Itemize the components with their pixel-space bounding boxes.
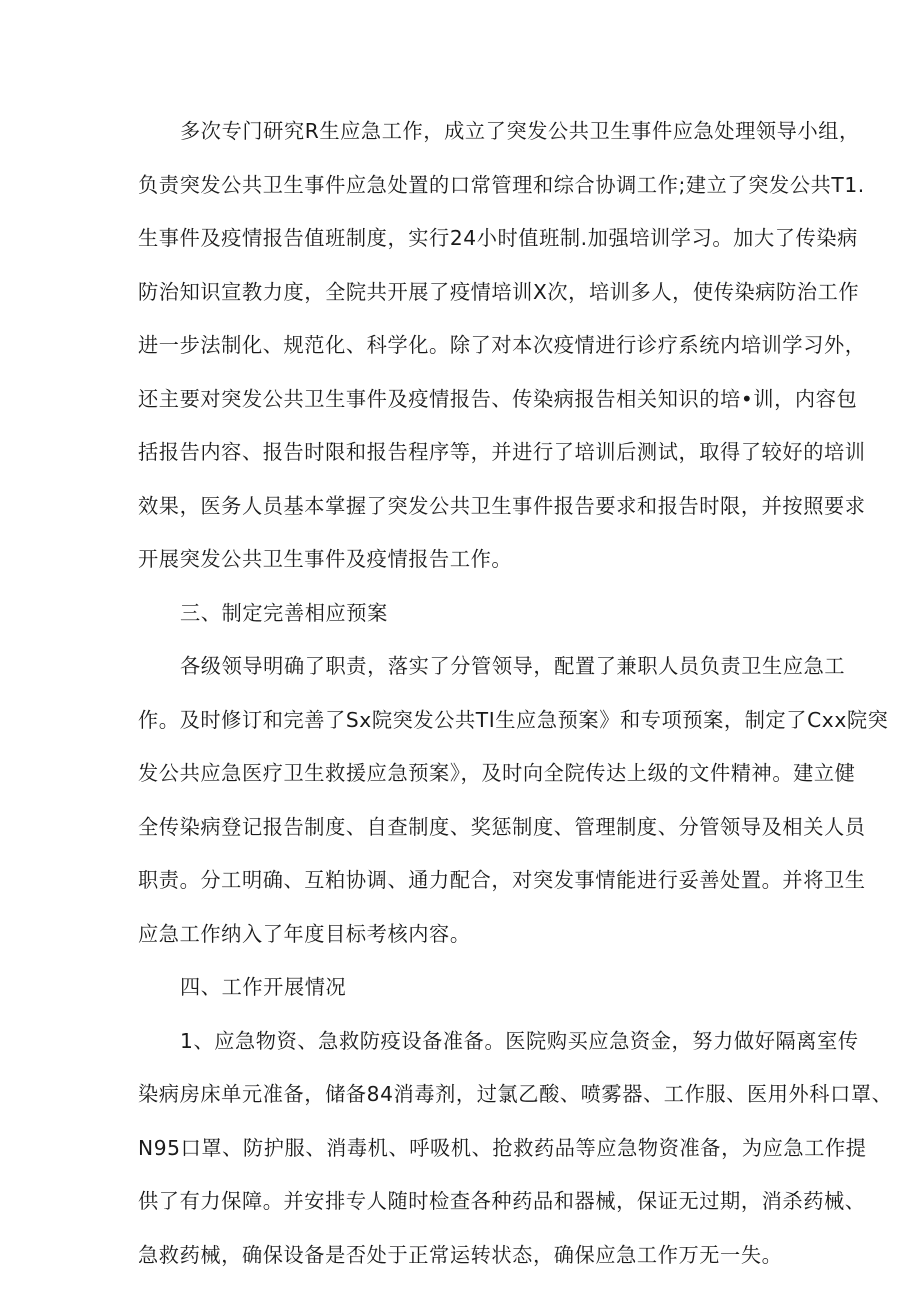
paragraph-line: 职责。分工明确、互粕协调、通力配合，对突发事情能进行妥善处置。并将卫生 bbox=[138, 868, 866, 892]
paragraph-line: 全传染病登记报告制度、自查制度、奖惩制度、管理制度、分管领导及相关人员 bbox=[138, 815, 866, 839]
paragraph-line: 防治知识宣教力度，全院共开展了疫情培训X次，培训多人，使传染病防治工作 bbox=[138, 280, 860, 304]
paragraph-line: 还主要对突发公共卫生事件及疫情报告、传染病报告相关知识的培•训，内容包 bbox=[138, 387, 858, 411]
paragraph-line: 括报告内容、报告时限和报告程序等，并进行了培训后测试，取得了较好的培训 bbox=[138, 440, 866, 464]
paragraph-line: 作。及时修订和完善了Sx院突发公共TI生应急预案》和专项预案，制定了Cxx院突 bbox=[138, 708, 889, 732]
paragraph-line: 应急工作纳入了年度目标考核内容。 bbox=[138, 922, 471, 946]
paragraph-line: 多次专门研究R生应急工作，成立了突发公共卫生事件应急处理领导小组， bbox=[180, 119, 860, 143]
paragraph-line: 急救药械，确保设备是否处于正常运转状态，确保应急工作万无一失。 bbox=[138, 1243, 783, 1267]
paragraph-line: 生事件及疫情报告值班制度，实行24小时值班制.加强培训学习。加大了传染病 bbox=[138, 226, 858, 250]
paragraph-line: 发公共应急医疗卫生救援应急预案》，及时向全院传达上级的文件精神。建立健 bbox=[138, 761, 856, 785]
paragraph-line: 负责突发公共卫生事件应急处置的口常管理和综合协调工作;建立了突发公共T1. bbox=[138, 173, 865, 197]
paragraph-line: 进一步法制化、规范化、科学化。除了对本次疫情进行诊疗系统内培训学习外， bbox=[138, 333, 866, 357]
paragraph-line: N95口罩、防护服、消毒机、呼吸机、抢救药品等应急物资准备，为应急工作提 bbox=[138, 1136, 867, 1160]
paragraph-line: 效果，医务人员基本掌握了突发公共卫生事件报告要求和报告时限，并按照要求 bbox=[138, 494, 866, 518]
paragraph-line: 各级领导明确了职责，落实了分管领导，配置了兼职人员负责卫生应急工 bbox=[180, 654, 846, 678]
paragraph-line: 开展突发公共卫生事件及疫情报告工作。 bbox=[138, 547, 513, 571]
paragraph-line: 1、应急物资、急救防疫设备准备。医院购买应急资金，努力做好隔离室传 bbox=[180, 1029, 859, 1053]
section-heading: 三、制定完善相应预案 bbox=[180, 601, 388, 625]
paragraph-line: 染病房床单元准备，储备84消毒剂，过氯乙酸、喷雾器、工作服、医用外科口罩、 bbox=[138, 1082, 893, 1106]
section-heading: 四、工作开展情况 bbox=[180, 975, 347, 999]
paragraph-line: 供了有力保障。并安排专人随时检查各种药品和器械，保证无过期，消杀药械、 bbox=[138, 1189, 866, 1213]
